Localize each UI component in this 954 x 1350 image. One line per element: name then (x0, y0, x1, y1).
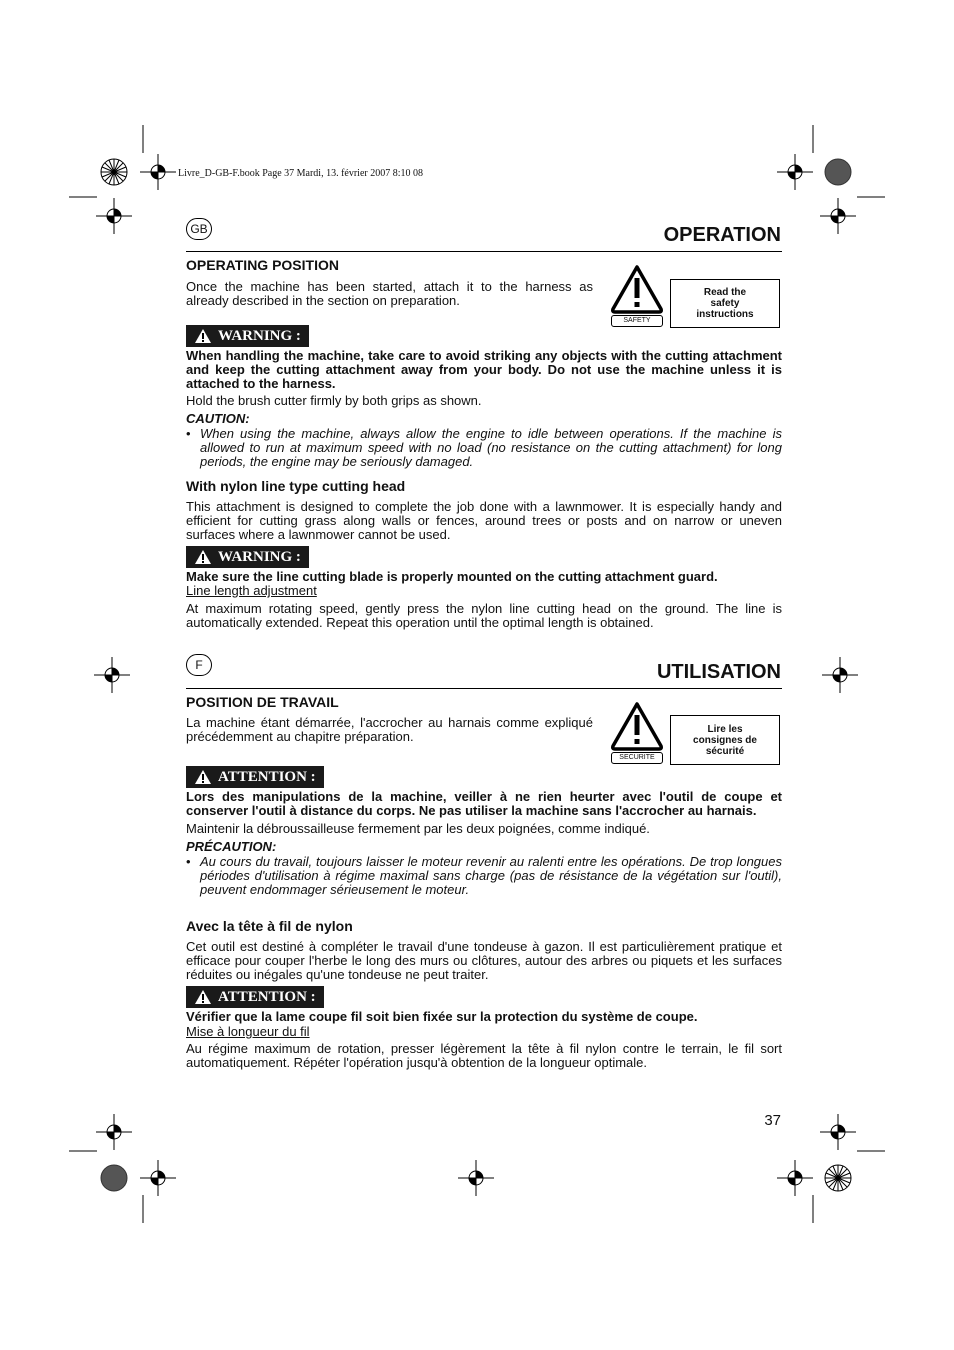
mise-longueur-text: Au régime maximum de rotation, presser légèrement la tête à fil nylon contre le terrain, le fil sort automatiquement. Répéter l'opération jusqu'à obtention de la longueur optimale. (186, 1041, 782, 1070)
warning-icon (194, 549, 212, 565)
subheading-tete-fil-nylon: Avec la tête à fil de nylon (186, 918, 353, 934)
warning-text-harness: When handling the machine, take care to avoid striking any objects with the cutting attachment and keep the cutting attachment away from your body. Do not use the machine unless it is attached to the harness. (186, 348, 782, 391)
nylon-line-text: This attachment is designed to complete the job done with a lawnmower. It is especially handy and efficient for cutting grass along walls or fences, around trees or posts and on narrow or uneven surfaces where a lawnmower cannot be used. (186, 499, 782, 542)
warning-label: WARNING : (218, 327, 301, 344)
securite-tag: SECURITE (611, 752, 663, 764)
attention-text-lame: Vérifier que la lame coupe fil soit bien fixée sur la protection du système de coupe. (186, 1009, 698, 1024)
warning-text-blade: Make sure the line cutting blade is properly mounted on the cutting attachment guard. (186, 569, 718, 584)
precaution-bullet: • Au cours du travail, toujours laisser le moteur revenir au ralenti entre les opérations. De trop longues périodes d'utilisation à régime maximal sans charge (pas de résistance de la végétation sur l'outil), peuvent endommager sérieusement le moteur. (186, 854, 782, 897)
mise-longueur-label: Mise à longueur du fil (186, 1024, 310, 1039)
position-travail-intro: La machine étant démarrée, l'accrocher au harnais comme expliqué précédemment au chapitre préparation. (186, 715, 593, 744)
print-header: Livre_D-GB-F.book Page 37 Mardi, 13. février 2007 8:10 08 (178, 168, 423, 179)
section-title-operation: OPERATION (663, 224, 781, 246)
attention-text-harnais: Lors des manipulations de la machine, veiller à ne rien heurter avec l'outil de coupe et conserver l'outil à distance du corps. Ne pas utiliser la machine sans l'accrocher au harnais. (186, 789, 782, 818)
section-divider (186, 251, 782, 252)
attention-banner (186, 766, 324, 788)
attention-label: ATTENTION : (218, 988, 316, 1005)
warning-triangle-icon (610, 264, 664, 314)
warning-triangle-icon (610, 701, 664, 751)
attention-label: ATTENTION : (218, 768, 316, 785)
precaution-label: PRÉCAUTION: (186, 839, 277, 854)
heading-position-de-travail: POSITION DE TRAVAIL (186, 694, 339, 710)
heading-operating-position: OPERATING POSITION (186, 257, 339, 273)
language-badge-f: F (186, 654, 212, 676)
safety-tag: SAFETY (611, 315, 663, 327)
hold-grips-text: Hold the brush cutter firmly by both grips as shown. (186, 393, 482, 408)
language-badge-gb: GB (186, 218, 212, 240)
caution-bullet: • When using the machine, always allow the engine to idle between operations. If the machine is allowed to run at maximum speed with no load (no resistance on the cutting attachment) for long periods, the engine may be seriously damaged. (186, 426, 782, 469)
section-title-utilisation: UTILISATION (656, 661, 781, 683)
section-divider (186, 688, 782, 689)
operating-position-intro: Once the machine has been started, attach it to the harness as already described in the section on preparation. (186, 279, 593, 308)
warning-banner (186, 325, 309, 347)
lire-consignes-box: Lire les consignes de sécurité (670, 715, 780, 765)
warning-banner (186, 546, 309, 568)
line-length-label: Line length adjustment (186, 583, 317, 598)
caution-label: CAUTION: (186, 411, 250, 426)
subheading-nylon-line: With nylon line type cutting head (186, 478, 406, 494)
warning-icon (194, 989, 212, 1005)
warning-icon (194, 328, 212, 344)
warning-icon (194, 769, 212, 785)
warning-label: WARNING : (218, 548, 301, 565)
page-number: 37 (764, 1112, 781, 1129)
read-safety-instructions-box: Read the safety instructions (670, 279, 780, 328)
tete-fil-text: Cet outil est destiné à compléter le travail d'une tondeuse à gazon. Il est particulièrement pratique et efficace pour couper l'herbe le long des murs ou clôtures, autour des arbres ou piquets et les surfaces réduites ou inégales qu'une tondeuse ne peut traiter. (186, 939, 782, 982)
maintenir-text: Maintenir la débroussailleuse fermement par les deux poignées, comme indiqué. (186, 821, 650, 836)
line-length-text: At maximum rotating speed, gently press the nylon line cutting head on the ground. The line is automatically extended. Repeat this operation until the optimal length is obtained. (186, 601, 782, 630)
attention-banner (186, 986, 324, 1008)
